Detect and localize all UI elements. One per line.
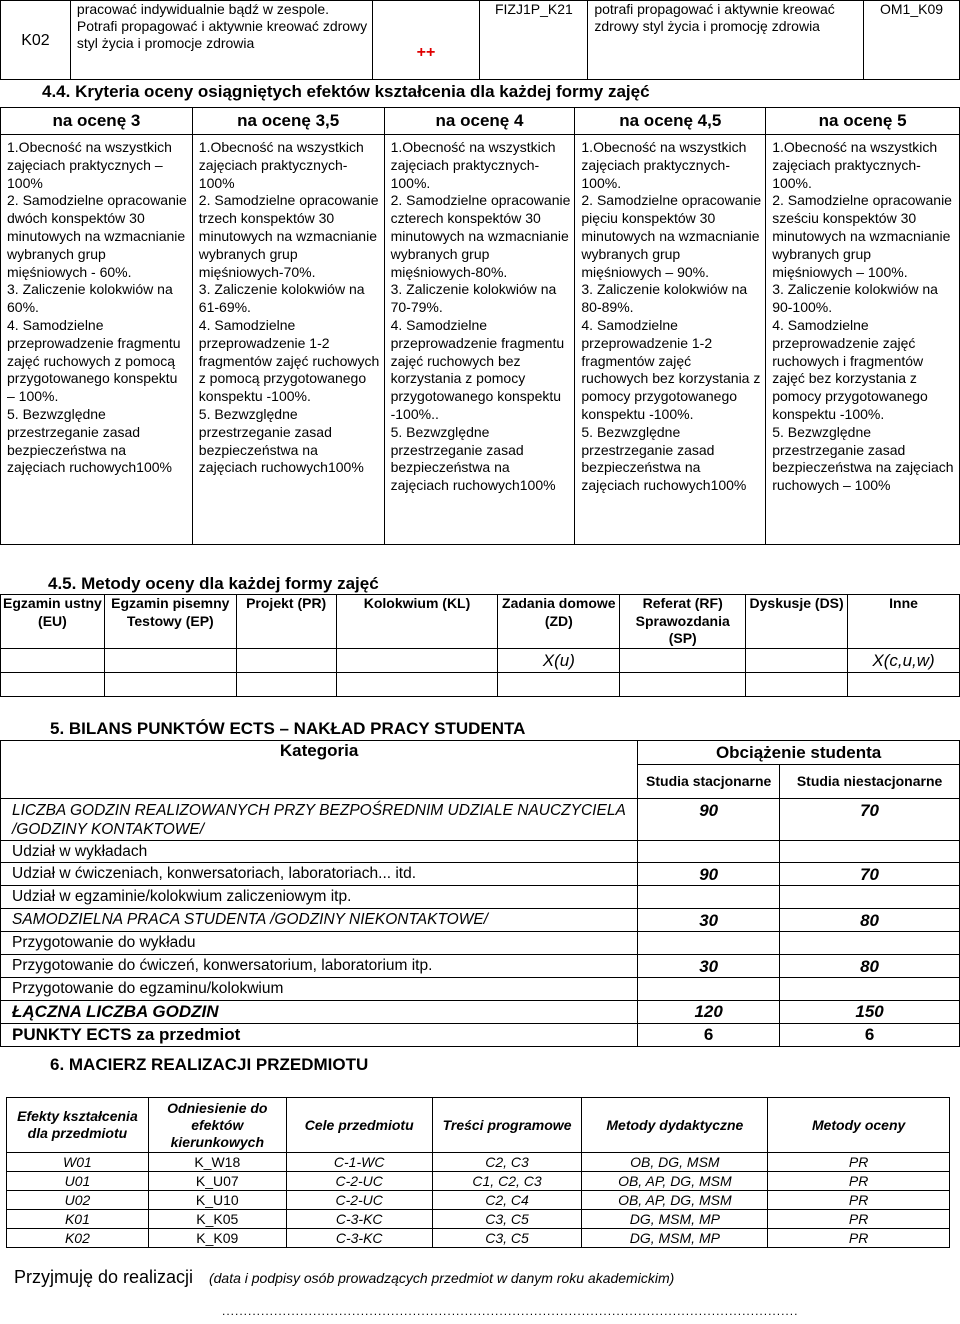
method-header-other: Inne <box>848 595 960 649</box>
criteria-item: 3. Zaliczenie kolokwiów na 70-79%. <box>390 281 557 316</box>
table-row <box>7 1229 950 1248</box>
criteria-item: 1.Obecność na wszystkich zajęciach praktycznych – 100% <box>7 139 172 191</box>
section-4-5-title <box>48 574 379 594</box>
method-cell <box>746 673 848 697</box>
criteria-item: 1.Obecność na wszystkich zajęciach praktycznych- 100% <box>198 139 364 191</box>
matrix-cell: C3, C5 <box>432 1229 582 1248</box>
method-cell <box>620 649 746 673</box>
ects-row-label: Udział w egzaminie/kolokwium zaliczeniowym itp. <box>1 886 638 909</box>
method-header-eu: Egzamin ustny (EU) <box>1 595 105 649</box>
ects-row-value-n: 70 <box>780 863 960 886</box>
matrix-cell: K_U07 <box>148 1172 286 1191</box>
criteria-item: 2. Samodzielne opracowanie pięciu konspektów 30 minutowych na wzmacnianie wybranych grup mięśniowych – 90%. <box>581 192 762 280</box>
ects-row-value-s: 90 <box>638 863 780 886</box>
signature-line: ..................................................................................................................................... <box>222 1304 799 1318</box>
criteria-item: 2. Samodzielne opracowanie dwóch konspektów 30 minutowych na wzmacnianie wybranych grup mięśniowych - 60%. <box>7 192 187 280</box>
ects-points-s: 6 <box>638 1024 780 1047</box>
effect-description-prev-line: pracować indywidualnie bądź w zespole. <box>76 1 330 17</box>
ects-load-header: Obciążenie studenta <box>638 741 960 765</box>
ects-row-label: Przygotowanie do egzaminu/kolokwium <box>1 978 638 1001</box>
matrix-cell: DG, MSM, MP <box>582 1229 768 1248</box>
method-cell <box>336 673 498 697</box>
criteria-item: 3. Zaliczenie kolokwiów na 61-69%. <box>198 281 365 316</box>
criteria-item: 3. Zaliczenie kolokwiów na 60%. <box>7 281 173 316</box>
method-header-ep: Egzamin pisemny Testowy (EP) <box>104 595 236 649</box>
course-matrix-table <box>6 1097 950 1248</box>
criteria-text <box>772 139 955 495</box>
matrix-cell: U01 <box>7 1172 149 1191</box>
criteria-item: 4. Samodzielne przeprowadzenie fragmentu zajęć ruchowych z pomocą przygotowanego konspektu – 100%. <box>7 316 181 405</box>
criteria-item: 3. Zaliczenie kolokwiów na 90-100%. <box>772 281 938 316</box>
criteria-item: 2. Samodzielne opracowanie sześciu konspektów 30 minutowych na wzmacnianie wybranych grup mięśniowych – 100%. <box>772 192 952 280</box>
ects-row-value-n: 80 <box>780 955 960 978</box>
ects-row-value-s: 30 <box>638 909 780 932</box>
grade-header-4: na ocenę 4 <box>384 108 575 135</box>
grade-header-5: na ocenę 5 <box>766 108 960 135</box>
method-header-ds: Dyskusje (DS) <box>746 595 848 649</box>
effect-description <box>70 1 372 80</box>
ects-total-hours-label: ŁĄCZNA LICZBA GODZIN <box>1 1001 638 1024</box>
grade-criteria-3-5 <box>192 135 384 545</box>
method-cell <box>336 649 498 673</box>
matrix-cell: K_K05 <box>148 1210 286 1229</box>
matrix-cell: C-2-UC <box>286 1172 432 1191</box>
matrix-cell: OB, AP, DG, MSM <box>582 1172 768 1191</box>
ects-category-header: Kategoria <box>1 741 638 799</box>
criteria-item: 1.Obecność na wszystkich zajęciach praktycznych-100%. <box>772 139 938 191</box>
relevance-mark: ++ <box>372 1 480 80</box>
matrix-cell: C-3-KC <box>286 1229 432 1248</box>
ects-row-value-n: 80 <box>780 909 960 932</box>
ects-row-value-s <box>638 841 780 863</box>
section-4-4-title: 4.4. Kryteria oceny osiągniętych efektów kształcenia dla każdej formy zajęć <box>42 82 650 101</box>
table-row <box>7 1191 950 1210</box>
ects-balance-table <box>0 740 960 1047</box>
section-6-title: 6. MACIERZ REALIZACJI PRZEDMIOTU <box>50 1055 369 1074</box>
ects-row-value-n <box>780 841 960 863</box>
subject-effect-code: FIZJ1P_K21 <box>480 1 588 80</box>
matrix-cell: OB, AP, DG, MSM <box>582 1191 768 1210</box>
matrix-cell: K01 <box>7 1210 149 1229</box>
method-cell <box>236 649 336 673</box>
matrix-header-goals: Cele przedmiotu <box>286 1098 432 1153</box>
table-row <box>7 1172 950 1191</box>
ects-row-label: Udział w wykładach <box>1 841 638 863</box>
matrix-cell: OB, DG, MSM <box>582 1153 768 1172</box>
grade-criteria-5 <box>766 135 960 545</box>
acceptance-note: (data i podpisy osób prowadzących przedmiot w danym roku akademickim) <box>208 1270 675 1286</box>
criteria-text <box>199 139 380 477</box>
method-cell <box>498 673 620 697</box>
matrix-cell: C2, C4 <box>432 1191 582 1210</box>
criteria-item: 4. Samodzielne przeprowadzenie 1-2 fragmentów zajęć ruchowych z pomocą przygotowanego konspektu -100%. <box>198 316 380 405</box>
grading-criteria-table <box>0 107 960 545</box>
method-cell-other: X(c,u,w) <box>848 649 960 673</box>
grade-header-3: na ocenę 3 <box>1 108 193 135</box>
matrix-cell: K02 <box>7 1229 149 1248</box>
criteria-item: 4. Samodzielne przeprowadzenie zajęć ruchowych i fragmentów zajęć bez korzystania z pomocy przygotowanego konspektu -100%. <box>772 316 928 422</box>
criteria-text <box>581 139 761 495</box>
grade-criteria-4 <box>384 135 575 545</box>
ects-row-label: SAMODZIELNA PRACA STUDENTA /GODZINY NIEKONTAKTOWE/ <box>1 909 638 932</box>
criteria-item: 1.Obecność na wszystkich zajęciach praktycznych-100%. <box>581 139 747 191</box>
method-cell <box>236 673 336 697</box>
matrix-cell: C3, C5 <box>432 1210 582 1229</box>
learning-effect-table <box>0 0 960 80</box>
matrix-cell: C2, C3 <box>432 1153 582 1172</box>
criteria-item: 4. Samodzielne przeprowadzenie fragmentu zajęć ruchowych bez korzystania z pomocy przygotowanego konspektu -100%.. <box>390 316 565 422</box>
method-cell <box>104 649 236 673</box>
matrix-cell: U02 <box>7 1191 149 1210</box>
criteria-item: 1.Obecność na wszystkich zajęciach praktycznych-100%. <box>390 139 556 191</box>
ects-row-value-n <box>780 978 960 1001</box>
ects-row-label: LICZBA GODZIN REALIZOWANYCH PRZY BEZPOŚREDNIM UDZIALE NAUCZYCIELA /GODZINY KONTAKTOWE/ <box>1 799 638 841</box>
method-cell <box>746 649 848 673</box>
ects-row-label: Udział w ćwiczeniach, konwersatoriach, laboratoriach... itd. <box>1 863 638 886</box>
ects-row-value-n <box>780 886 960 909</box>
matrix-cell: W01 <box>7 1153 149 1172</box>
ects-row-value-n <box>780 932 960 955</box>
ects-header-stacjonarne: Studia stacjonarne <box>638 765 780 799</box>
effect-code: K02 <box>1 1 71 80</box>
method-cell <box>1 649 105 673</box>
matrix-cell: PR <box>768 1172 950 1191</box>
ects-row-value-s <box>638 978 780 1001</box>
method-cell-zd: X(u) <box>498 649 620 673</box>
matrix-cell: K_U10 <box>148 1191 286 1210</box>
matrix-cell: C-3-KC <box>286 1210 432 1229</box>
ects-header-niestacjonarne: Studia niestacjonarne <box>780 765 960 799</box>
matrix-cell: C-2-UC <box>286 1191 432 1210</box>
method-cell <box>848 673 960 697</box>
subject-effect-description: potrafi propagować i aktywnie kreować zdrowy styl życia i promocję zdrowia <box>588 1 864 80</box>
method-header-zd: Zadania domowe (ZD) <box>498 595 620 649</box>
criteria-text <box>391 139 571 495</box>
matrix-cell: K_K09 <box>148 1229 286 1248</box>
grade-criteria-3 <box>1 135 193 545</box>
ects-total-hours-n: 150 <box>780 1001 960 1024</box>
criteria-text <box>7 139 188 477</box>
effect-description-text: Potrafi propagować i aktywnie kreować zdrowy styl życia i promocje zdrowia <box>76 18 368 51</box>
matrix-cell: PR <box>768 1153 950 1172</box>
matrix-cell: C1, C2, C3 <box>432 1172 582 1191</box>
criteria-item: 2. Samodzielne opracowanie czterech konspektów 30 minutowych na wzmacnianie wybranych grup mięśniowych-80%. <box>390 192 571 280</box>
method-cell <box>1 673 105 697</box>
matrix-cell: K_W18 <box>148 1153 286 1172</box>
matrix-cell: PR <box>768 1191 950 1210</box>
matrix-header-reference: Odniesienie do efektów kierunkowych <box>148 1098 286 1153</box>
matrix-header-didactic: Metody dydaktyczne <box>582 1098 768 1153</box>
matrix-cell: DG, MSM, MP <box>582 1210 768 1229</box>
criteria-item: 5. Bezwzględne przestrzeganie zasad bezpieczeństwa na zajęciach ruchowych100% <box>581 423 747 494</box>
section-4-5-title-text: 4.5. Metody oceny dla każdej formy zajęć <box>48 574 379 593</box>
matrix-cell: C-1-WC <box>286 1153 432 1172</box>
direction-effect-code: OM1_K09 <box>864 1 960 80</box>
criteria-item: 5. Bezwzględne przestrzeganie zasad bezpieczeństwa na zajęciach ruchowych – 100% <box>772 423 954 494</box>
method-header-rf: Referat (RF) Sprawozdania (SP) <box>620 595 746 649</box>
ects-points-label: PUNKTY ECTS za przedmiot <box>1 1024 638 1047</box>
acceptance-footer <box>14 1267 674 1288</box>
matrix-cell: PR <box>768 1229 950 1248</box>
method-cell <box>620 673 746 697</box>
ects-total-hours-s: 120 <box>638 1001 780 1024</box>
method-header-kl: Kolokwium (KL) <box>336 595 498 649</box>
ects-row-value-s: 90 <box>638 799 780 841</box>
ects-row-label: Przygotowanie do ćwiczeń, konwersatorium, laboratorium itp. <box>1 955 638 978</box>
method-cell <box>104 673 236 697</box>
criteria-item: 4. Samodzielne przeprowadzenie 1-2 fragmentów zajęć ruchowych bez korzystania z pomocy przygotowanego konspektu -100%. <box>581 316 761 422</box>
matrix-header-assessment: Metody oceny <box>768 1098 950 1153</box>
ects-row-value-s <box>638 932 780 955</box>
assessment-methods-table <box>0 594 960 697</box>
ects-points-n: 6 <box>780 1024 960 1047</box>
matrix-header-content: Treści programowe <box>432 1098 582 1153</box>
criteria-item: 3. Zaliczenie kolokwiów na 80-89%. <box>581 281 748 316</box>
criteria-item: 2. Samodzielne opracowanie trzech konspektów 30 minutowych na wzmacnianie wybranych grup mięśniowych-70%. <box>198 192 379 280</box>
criteria-item: 5. Bezwzględne przestrzeganie zasad bezpieczeństwa na zajęciach ruchowych100% <box>7 405 172 476</box>
grade-header-4-5: na ocenę 4,5 <box>575 108 766 135</box>
criteria-item: 5. Bezwzględne przestrzeganie zasad bezpieczeństwa na zajęciach ruchowych100% <box>198 405 364 476</box>
criteria-item: 5. Bezwzględne przestrzeganie zasad bezpieczeństwa na zajęciach ruchowych100% <box>390 423 556 494</box>
ects-row-label: Przygotowanie do wykładu <box>1 932 638 955</box>
table-row <box>7 1210 950 1229</box>
ects-row-value-s <box>638 886 780 909</box>
matrix-header-effects: Efekty kształcenia dla przedmiotu <box>7 1098 149 1153</box>
grade-header-3-5: na ocenę 3,5 <box>192 108 384 135</box>
section-5-title: 5. BILANS PUNKTÓW ECTS – NAKŁAD PRACY STUDENTA <box>50 719 526 738</box>
table-row <box>7 1153 950 1172</box>
ects-row-value-n: 70 <box>780 799 960 841</box>
grade-criteria-4-5 <box>575 135 766 545</box>
ects-row-value-s: 30 <box>638 955 780 978</box>
acceptance-label: Przyjmuję do realizacji <box>14 1267 194 1287</box>
method-header-pr: Projekt (PR) <box>236 595 336 649</box>
matrix-cell: PR <box>768 1210 950 1229</box>
